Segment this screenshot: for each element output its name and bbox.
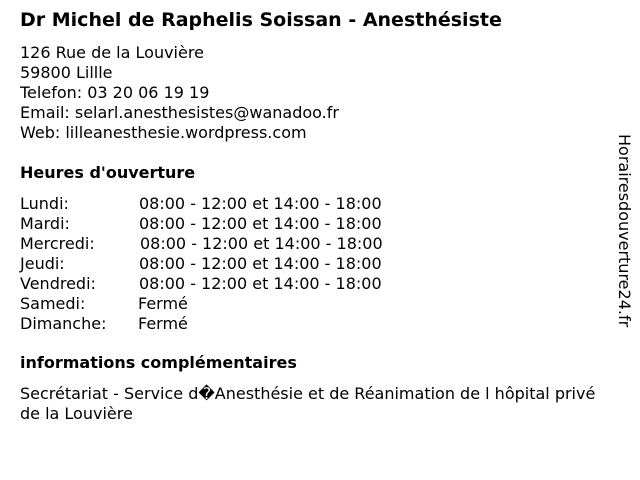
time-value: 08:00 - 12:00 et 14:00 - 18:00 — [139, 254, 382, 273]
day-label: Vendredi: — [20, 274, 96, 293]
hours-row-wednesday — [20, 234, 480, 254]
site-watermark: Horairesdouverture24.fr — [615, 134, 634, 328]
opening-hours-table — [20, 194, 480, 334]
day-label: Lundi: — [20, 194, 69, 213]
time-value: 08:00 - 12:00 et 14:00 - 18:00 — [139, 274, 382, 293]
hours-row-tuesday — [20, 214, 480, 234]
day-label: Jeudi: — [20, 254, 65, 273]
contact-block — [20, 43, 339, 143]
day-label: Dimanche: — [20, 314, 107, 333]
time-value: 08:00 - 12:00 et 14:00 - 18:00 — [139, 214, 382, 233]
email-address: Email: selarl.anesthesistes@wanadoo.fr — [20, 103, 339, 122]
hours-row-saturday — [20, 294, 480, 314]
additional-info-text: Secrétariat - Service d�Anesthésie et de Réanimation de l hôpital privé de la Louvière — [20, 384, 596, 423]
page-title: Dr Michel de Raphelis Soissan - Anesthésiste — [20, 9, 502, 31]
website: Web: lilleanesthesie.wordpress.com — [20, 123, 307, 142]
day-label: Mercredi: — [20, 234, 95, 253]
hours-row-monday — [20, 194, 480, 214]
street-address: 126 Rue de la Louvière — [20, 43, 204, 62]
time-value: Fermé — [138, 294, 188, 313]
hours-row-sunday — [20, 314, 480, 334]
time-value: Fermé — [138, 314, 188, 333]
city: 59800 Lillle — [20, 63, 113, 82]
opening-hours-heading: Heures d'ouverture — [20, 163, 196, 182]
phone-number: Telefon: 03 20 06 19 19 — [20, 83, 210, 102]
day-label: Mardi: — [20, 214, 70, 233]
day-label: Samedi: — [20, 294, 86, 313]
hours-row-thursday — [20, 254, 480, 274]
time-value: 08:00 - 12:00 et 14:00 - 18:00 — [140, 234, 383, 253]
additional-info-heading: informations complémentaires — [20, 353, 297, 372]
hours-row-friday — [20, 274, 480, 294]
time-value: 08:00 - 12:00 et 14:00 - 18:00 — [139, 194, 382, 213]
